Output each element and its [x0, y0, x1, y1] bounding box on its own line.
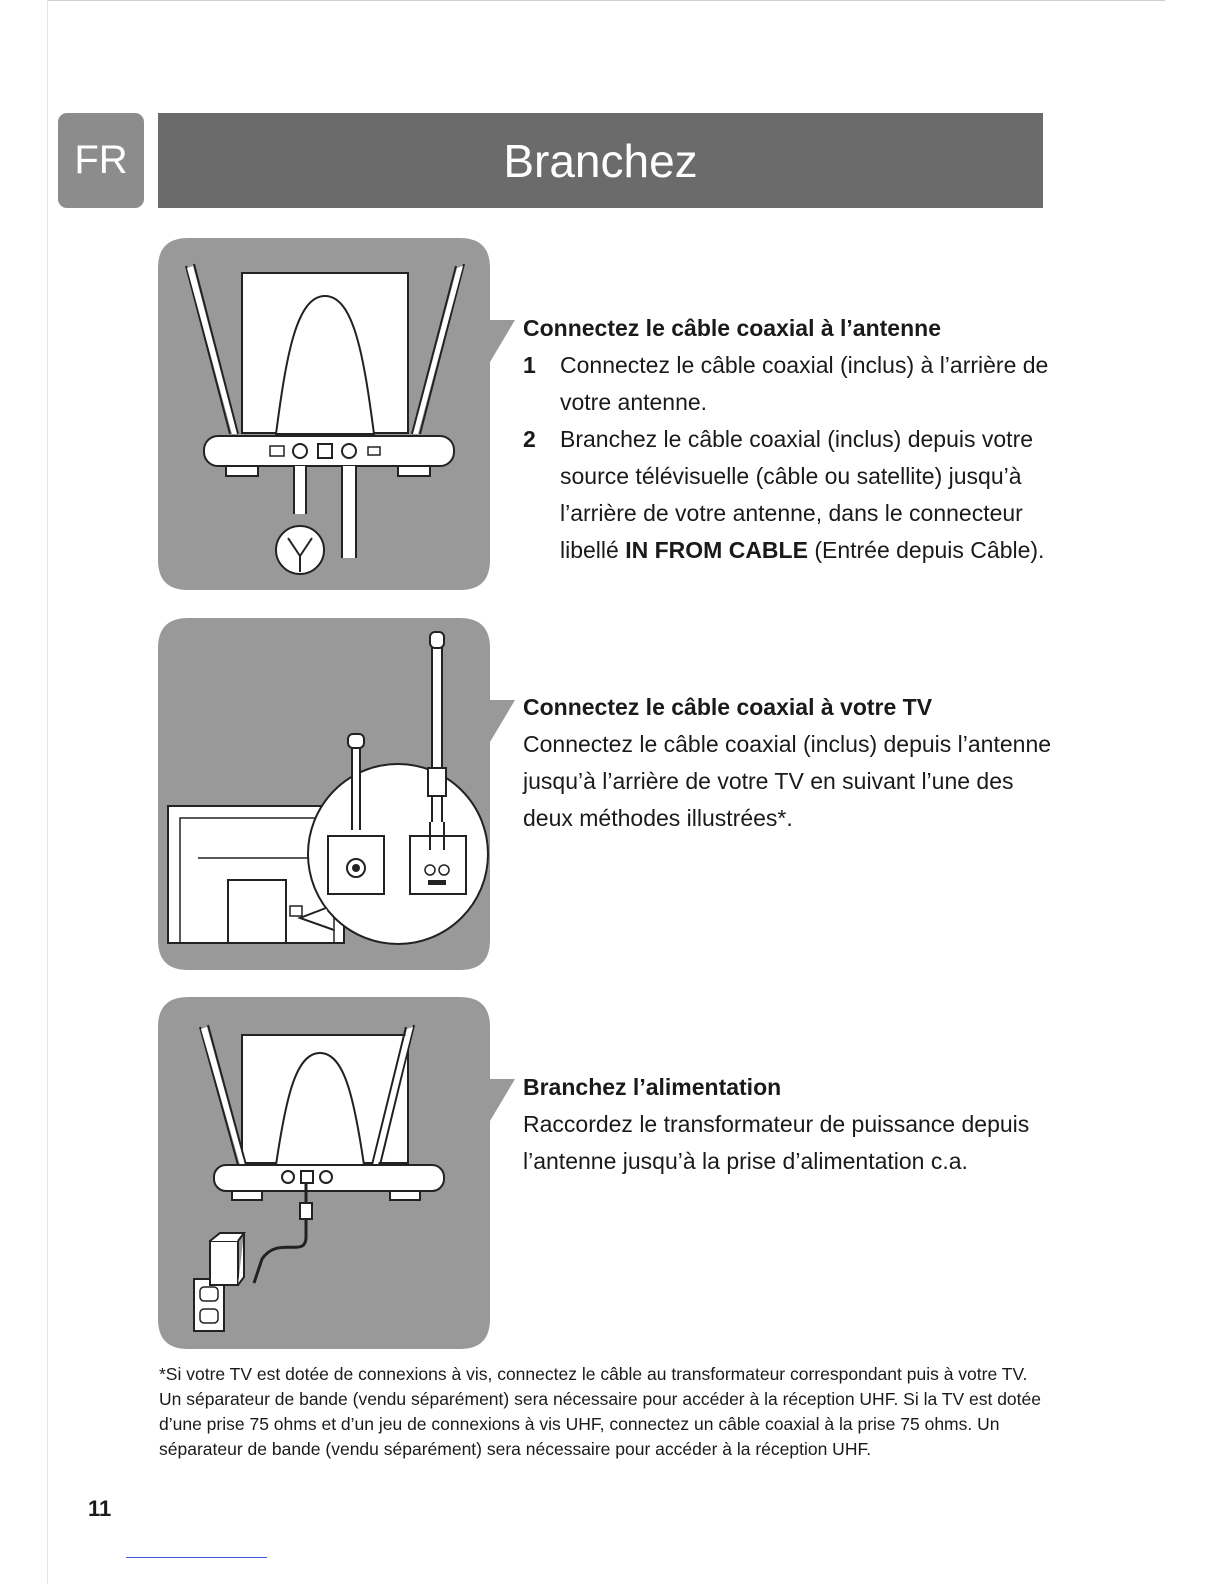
item-text	[560, 421, 1063, 569]
left-margin-rule	[47, 0, 48, 1584]
item-number: 1	[523, 352, 536, 378]
power-adapter-illustration	[158, 997, 518, 1349]
top-rule	[47, 0, 1165, 1]
antenna-coax-illustration	[158, 238, 518, 590]
item-number: 2	[523, 426, 536, 452]
step-body: Connectez le câble coaxial (inclus) depuis l’antenne jusqu’à l’arrière de votre TV en suivant l’une des deux méthodes illustrées*.	[523, 731, 1052, 831]
item-text-lead: Branchez le câble coaxial (inclus) depuis votre source télévisuelle (câble ou satellite) jusqu’à l’arrière de votre antenne, dans le connecteur libellé	[560, 426, 1034, 563]
page-number: 11	[88, 1496, 112, 1521]
numbered-item	[523, 421, 1063, 569]
numbered-item	[523, 347, 1063, 421]
step-heading: Connectez le câble coaxial à votre TV	[523, 694, 933, 720]
step-body: Raccordez le transformateur de puissance depuis l’antenne jusqu’à la prise d’alimentation c.a.	[523, 1111, 1030, 1174]
item-text: Connectez le câble coaxial (inclus) à l’arrière de votre antenne.	[560, 352, 1049, 415]
language-tab: FR	[58, 113, 144, 208]
footer-link-underline	[126, 1557, 267, 1558]
tv-coax-illustration	[158, 618, 518, 970]
item-text-tail: (Entrée depuis Câble).	[807, 537, 1045, 563]
footnote: *Si votre TV est dotée de connexions à vis, connectez le câble au transformateur correspondant puis à votre TV. Un séparateur de bande (vendu séparément) sera nécessaire pour accéder à la réception UHF. Si la TV est dotée d’une prise 75 ohms et d’un jeu de connexions à vis UHF, connectez un câble coaxial à la prise 75 ohms. Un séparateur de bande (vendu séparément) sera nécessaire pour accéder à la réception UHF.	[159, 1364, 1041, 1459]
step-heading: Connectez le câble coaxial à l’antenne	[523, 315, 941, 341]
step-heading: Branchez l’alimentation	[523, 1074, 782, 1100]
step-connect-tv	[523, 689, 1063, 837]
page-title: Branchez	[158, 113, 1043, 208]
step-connect-antenna	[523, 310, 1063, 569]
connector-label: IN FROM CABLE	[625, 537, 808, 563]
step-connect-power	[523, 1069, 1063, 1180]
